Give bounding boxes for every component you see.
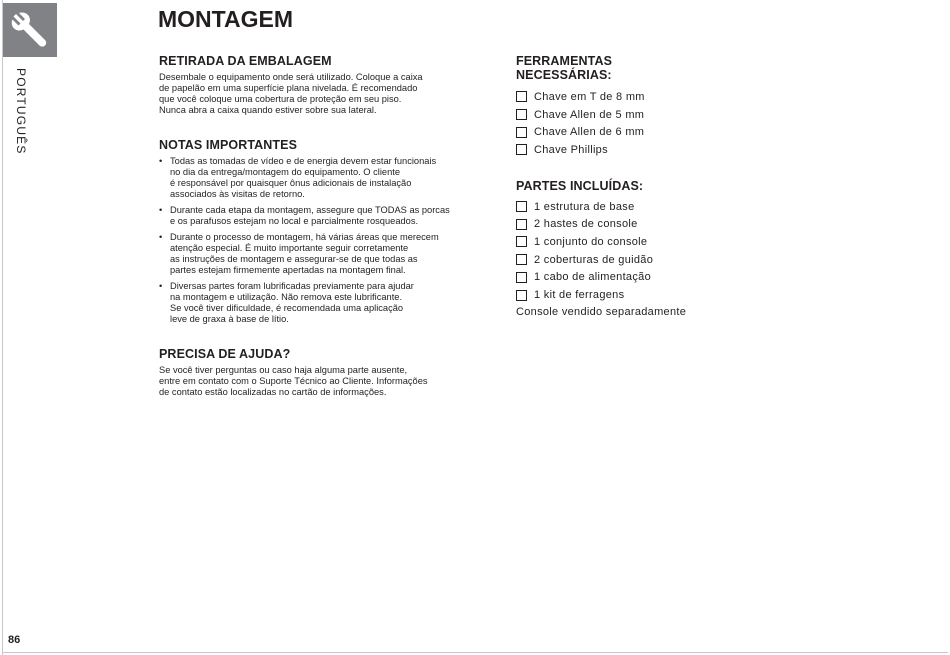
text-line: associados às visitas de retorno. — [170, 189, 305, 199]
checklist-label: 1 conjunto do console — [534, 235, 648, 248]
checklist-label: Chave Allen de 6 mm — [534, 126, 645, 139]
checklist-item — [516, 141, 816, 159]
text-line: leve de graxa à base de lítio. — [170, 314, 289, 324]
bullet-icon: • — [159, 205, 163, 215]
text-line: de papelão em uma superfície plana nivelada. É recomendado — [159, 83, 418, 93]
text-line: entre em contato com o Suporte Técnico ao Cliente. Informações — [159, 376, 428, 386]
text-line: Diversas partes foram lubrificadas previamente para ajudar — [170, 281, 414, 291]
checklist-label: 1 estrutura de base — [534, 200, 635, 213]
text-line: atenção especial. É muito importante seguir corretamente — [170, 243, 409, 253]
tools-section — [516, 54, 816, 159]
checkbox-icon — [516, 290, 527, 301]
checklist-item — [516, 123, 816, 141]
checklist-item — [516, 88, 816, 106]
page-number: 86 — [8, 634, 21, 646]
text-line: as instruções de montagem e assegurar-se de que todas as — [170, 254, 418, 264]
checklist-item — [516, 269, 816, 287]
page-title: MONTAGEM — [158, 6, 294, 32]
right-column — [516, 54, 816, 318]
text-line: que você coloque uma cobertura de proteção em seu piso. — [159, 94, 402, 104]
parts-checklist — [516, 198, 816, 304]
text-line: Todas as tomadas de vídeo e de energia devem estar funcionais — [170, 156, 437, 166]
text-line: na montagem e utilização. Não remova este lubrificante. — [170, 292, 403, 302]
checkbox-icon — [516, 254, 527, 265]
checklist-item — [516, 233, 816, 251]
text-line: Durante cada etapa da montagem, assegure que TODAS as porcas — [170, 205, 450, 215]
checklist-label: 2 coberturas de guidão — [534, 253, 654, 266]
checklist-item — [516, 198, 816, 216]
help-text — [159, 365, 449, 398]
checklist-label: Chave Allen de 5 mm — [534, 108, 645, 121]
notes-section — [159, 138, 469, 325]
checkbox-icon — [516, 109, 527, 120]
checkbox-icon — [516, 144, 527, 155]
bullet-icon: • — [159, 232, 163, 242]
section-icon-tile — [3, 3, 57, 57]
text-line: de contato estão localizadas no cartão de informações. — [159, 387, 387, 397]
parts-heading: PARTES INCLUÍDAS: — [516, 178, 644, 193]
notes-heading: NOTAS IMPORTANTES — [159, 138, 298, 152]
tools-checklist — [516, 88, 816, 159]
wrench-icon — [10, 10, 50, 50]
checklist-label: Chave em T de 8 mm — [534, 90, 645, 103]
list-item — [159, 281, 460, 325]
text-line: é responsável por quaisquer ônus adicionais de instalação — [170, 178, 412, 188]
checklist-item — [516, 251, 816, 269]
unpacking-section — [159, 54, 469, 116]
text-line: Desembale o equipamento onde será utilizado. Coloque a caixa — [159, 72, 423, 82]
language-tab: PORTUGUÊS — [14, 68, 28, 155]
checklist-label: 2 hastes de console — [534, 218, 638, 231]
page-border — [2, 652, 948, 653]
unpacking-text — [159, 72, 449, 116]
checkbox-icon — [516, 91, 527, 102]
checklist-item — [516, 286, 816, 304]
checkbox-icon — [516, 272, 527, 283]
heading-line: NECESSÁRIAS: — [516, 68, 612, 82]
left-column — [159, 54, 469, 398]
help-section — [159, 347, 469, 398]
list-item — [159, 232, 460, 276]
page-border — [2, 0, 3, 655]
unpacking-heading: RETIRADA DA EMBALAGEM — [159, 54, 332, 68]
checkbox-icon — [516, 219, 527, 230]
text-line: e os parafusos estejam no local e parcialmente rosqueados. — [170, 216, 419, 226]
text-line: Durante o processo de montagem, há várias áreas que merecem — [170, 232, 439, 242]
heading-line: FERRAMENTAS — [516, 54, 613, 68]
checklist-label: 1 kit de ferragens — [534, 289, 625, 302]
list-item — [159, 156, 460, 200]
checklist-label: Chave Phillips — [534, 143, 608, 156]
checklist-item — [516, 106, 816, 124]
parts-section — [516, 179, 816, 318]
checkbox-icon — [516, 236, 527, 247]
checklist-label: 1 cabo de alimentação — [534, 271, 651, 284]
help-heading: PRECISA DE AJUDA? — [159, 347, 291, 361]
checklist-item — [516, 215, 816, 233]
text-line: Se você tiver perguntas ou caso haja alguma parte ausente, — [159, 365, 408, 375]
checkbox-icon — [516, 201, 527, 212]
checkbox-icon — [516, 127, 527, 138]
text-line: Nunca abra a caixa quando estiver sobre sua lateral. — [159, 105, 377, 115]
bullet-icon: • — [159, 281, 163, 291]
parts-footnote: Console vendido separadamente — [516, 305, 687, 318]
notes-list — [159, 156, 469, 325]
text-line: no dia da entrega/montagem do equipamento. O cliente — [170, 167, 400, 177]
text-line: partes estejam firmemente apertadas na montagem final. — [170, 265, 406, 275]
list-item — [159, 205, 460, 227]
tools-heading — [516, 54, 816, 82]
bullet-icon: • — [159, 156, 163, 166]
text-line: Se você tiver dificuldade, é recomendada uma aplicação — [170, 303, 404, 313]
